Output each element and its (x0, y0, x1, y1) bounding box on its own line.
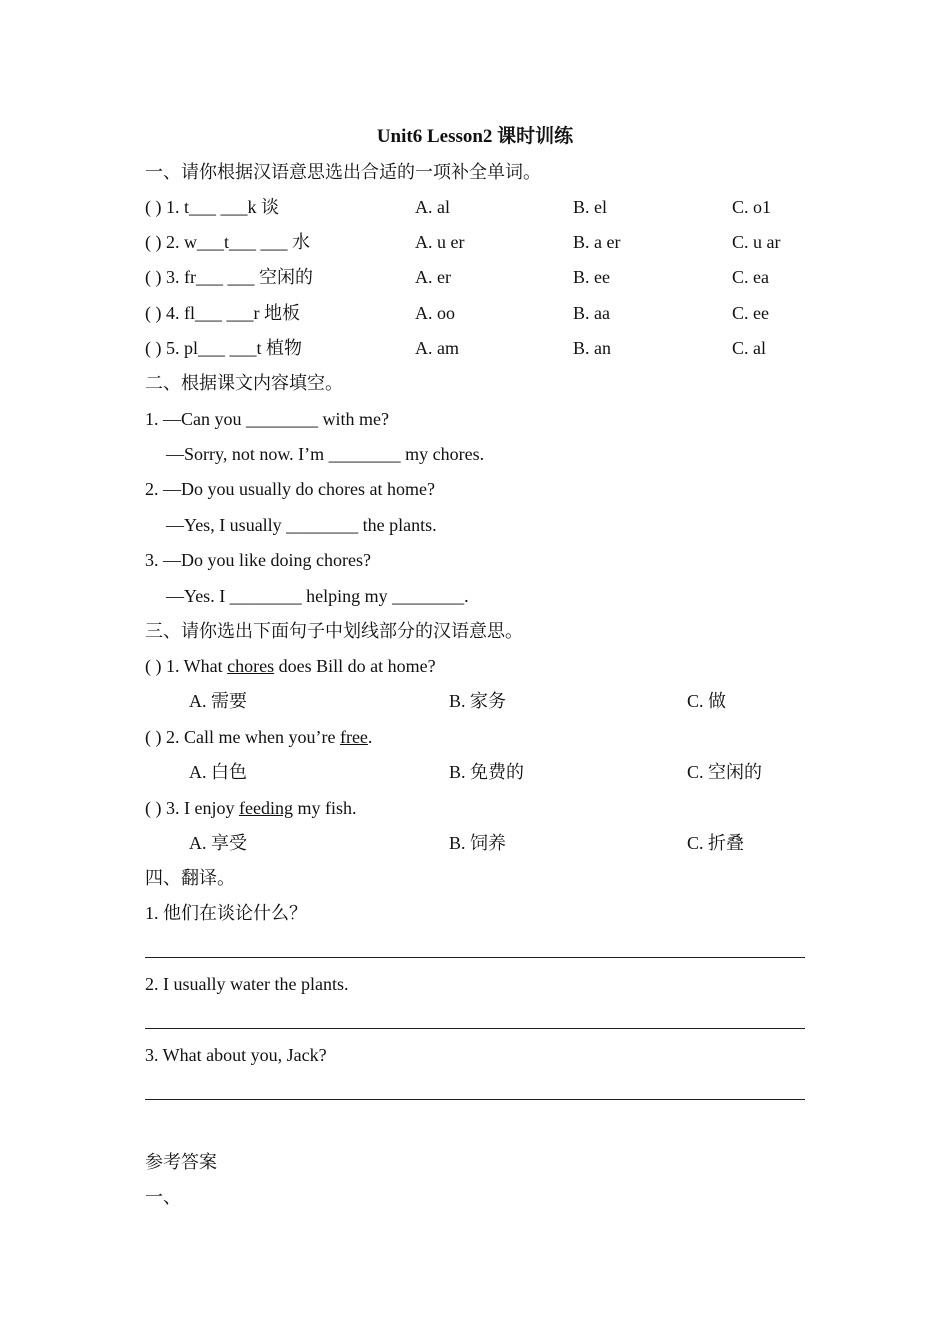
option-c: C. 做 (687, 691, 727, 711)
option-a: A. 需要 (189, 691, 247, 711)
underlined-word: feeding (238, 798, 293, 818)
answers-heading: 参考答案 (145, 1152, 217, 1172)
option-b: B. el (573, 197, 607, 217)
section4-heading: 四、翻译。 (145, 868, 235, 888)
question-text: ( ) 3. fr___ ___ 空闲的 (145, 267, 313, 287)
option-a: A. er (415, 267, 451, 287)
section1-heading: 一、请你根据汉语意思选出合适的一项补全单词。 (145, 162, 541, 182)
question-text: ( ) 2. Call me when you’re free. (145, 727, 373, 747)
fill-line: 1. —Can you ________ with me? (145, 409, 389, 429)
translation-prompt: 1. 他们在谈论什么？ (145, 903, 307, 923)
option-b: B. 饲养 (449, 833, 507, 853)
question-text: ( ) 1. What chores does Bill do at home? (145, 656, 436, 676)
option-b: B. ee (573, 267, 610, 287)
option-c: C. o1 (732, 197, 772, 217)
option-c: C. al (732, 338, 766, 358)
translation-prompt: 3. What about you, Jack? (145, 1045, 327, 1065)
underlined-word: free (339, 727, 368, 747)
fill-line: —Sorry, not now. I’m ________ my chores. (166, 444, 485, 464)
fill-line: —Yes, I usually ________ the plants. (166, 515, 437, 535)
question-text: ( ) 5. pl___ ___t 植物 (145, 338, 302, 358)
option-b: B. a er (573, 232, 621, 252)
option-b: B. an (573, 338, 611, 358)
option-a: A. al (415, 197, 450, 217)
option-b: B. 家务 (449, 691, 507, 711)
option-c: C. 空闲的 (687, 762, 763, 782)
option-a: A. oo (415, 303, 455, 323)
option-a: A. am (415, 338, 459, 358)
answer-line (145, 1099, 805, 1100)
answer-line (145, 957, 805, 958)
fill-line: —Yes. I ________ helping my ________. (166, 586, 469, 606)
option-b: B. aa (573, 303, 610, 323)
option-a: A. 白色 (189, 762, 247, 782)
option-c: C. ea (732, 267, 769, 287)
fill-line: 3. —Do you like doing chores? (145, 550, 371, 570)
fill-line: 2. —Do you usually do chores at home? (145, 479, 435, 499)
page-title: Unit6 Lesson2 课时训练 (376, 126, 574, 147)
option-a: A. 享受 (189, 833, 247, 853)
option-c: C. u ar (732, 232, 781, 252)
underlined-word: chores (227, 656, 275, 676)
answers-section-label: 一、 (145, 1187, 181, 1207)
option-b: B. 免费的 (449, 762, 525, 782)
translation-prompt: 2. I usually water the plants. (145, 974, 349, 994)
section2-heading: 二、根据课文内容填空。 (145, 373, 343, 393)
option-c: C. ee (732, 303, 769, 323)
option-a: A. u er (415, 232, 465, 252)
option-c: C. 折叠 (687, 833, 745, 853)
question-text: ( ) 1. t___ ___k 谈 (145, 197, 279, 217)
question-text: ( ) 4. fl___ ___r 地板 (145, 303, 300, 323)
question-text: ( ) 3. I enjoy feeding my fish. (145, 798, 357, 818)
section3-heading: 三、请你选出下面句子中划线部分的汉语意思。 (145, 621, 523, 641)
question-text: ( ) 2. w___t___ ___ 水 (145, 232, 310, 252)
answer-line (145, 1028, 805, 1029)
